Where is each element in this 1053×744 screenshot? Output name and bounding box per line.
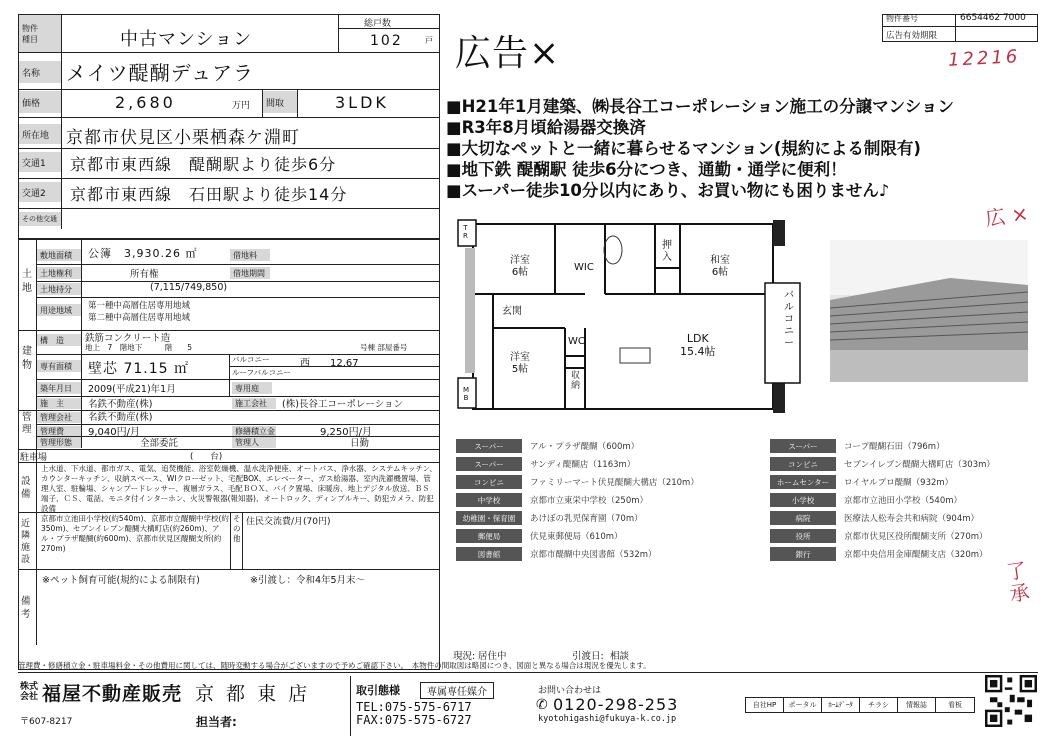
name-value: メイツ醍醐デュアラ [66, 61, 254, 85]
feature-5: ■スーパー徒歩10分以内にあり、お買い物にも困りません♪ [446, 181, 890, 200]
branch-name: 京 都 東 店 [195, 683, 311, 705]
seller-label: 施 主 [37, 398, 81, 409]
amenities-right [770, 437, 1040, 563]
structure-label: 構 造 [37, 334, 81, 346]
mgmt-form-value: 全部委託 [140, 438, 179, 449]
land-section-label: 土地 [22, 269, 32, 294]
room-wc: WC [568, 336, 585, 347]
amenity-row: スーパー サンディ醍醐店（1163m） [456, 455, 756, 473]
company-name: 福屋不動産販売 [42, 683, 183, 705]
address-label: 所在地 [19, 124, 61, 144]
media-tag: 情報誌 [898, 698, 936, 712]
seller-value: 名鉄不動産(株) [88, 399, 153, 410]
mgmt-company-label: 管理会社 [37, 412, 81, 423]
feature-3: ■大切なペットと一緒に暮らせるマンション(規約による制限有) [446, 139, 921, 158]
amenity-row: コンビニ ファミリーマート伏見醍醐大構店（210m） [456, 473, 756, 491]
tel: TEL:075-575-6717 [356, 700, 472, 714]
remarks-label: 備考 [21, 596, 31, 620]
zoning-label: 用途地域 [37, 304, 81, 316]
other-info-label: その他 [233, 514, 241, 543]
feature-2: ■R3年8月頃給湯器交換済 [446, 118, 646, 137]
zoning-value-2: 第二種中高層住居専用地域 [88, 313, 191, 323]
area-value: 壁芯 71.15 ㎡ [88, 361, 189, 377]
type-label: 物件 種目 [19, 15, 61, 52]
agent-value: 専属専任媒介 [420, 682, 494, 699]
roof-label: ルーフバルコニー [232, 368, 292, 377]
room-storage: 収 納 [571, 371, 581, 391]
features-list [446, 93, 1046, 198]
access2-label: 交通2 [19, 182, 61, 202]
address-value: 京都市伏見区小栗栖森ケ淵町 [66, 128, 300, 148]
repair-label: 修繕積立金 [232, 426, 276, 437]
price-label: 価格 [19, 91, 61, 113]
amenity-row: 図書館 京都市醍醐中央図書館（532m） [456, 545, 756, 563]
feature-4: ■地下鉄 醍醐駅 徒歩6分につき、通勤・通学に便利！ [446, 160, 847, 179]
parking-label: 駐車場 [20, 453, 48, 463]
rights-value: 所有権 [130, 269, 159, 280]
media-tag: 自社HP [746, 698, 784, 712]
media-tag: ﾎｰﾑﾃﾞｰﾀ [822, 698, 860, 712]
inquiry-label: お問い合わせは [538, 686, 602, 696]
room-balcony: バルコニー [784, 290, 794, 349]
price-unit: 万円 [232, 101, 251, 111]
room-entrance: 玄関 [502, 306, 522, 317]
amenity-row: 郵便局 伏見東郵便局（610m） [456, 527, 756, 545]
status-current-label: 現況: [453, 651, 476, 662]
handwritten-ad-mark: 広 × [983, 201, 1030, 231]
leased-rights-label: 借地期間 [230, 267, 270, 279]
handwritten-stamp: 了承 [1004, 557, 1032, 607]
amenity-row: 幼稚園・保育園 あけぼの乳児保育園（70m） [456, 509, 756, 527]
neighborhood-label: 近隣施設 [21, 519, 31, 565]
room-japanese: 和室 6帖 [710, 255, 730, 278]
access1-label: 交通1 [19, 152, 61, 172]
access2-value: 京都市東西線 石田駅より徒歩14分 [70, 185, 348, 204]
equipment-label: 設備 [21, 476, 31, 500]
email: kyotohigashi@fukuya-k.co.jp [538, 714, 677, 724]
company-kind: 株式 会社 [20, 682, 39, 702]
staff-label: 担当者: [196, 715, 237, 729]
amenity-row: ホームセンター ロイヤルプロ醍醐（932m） [770, 473, 1040, 491]
qr-code [985, 675, 1037, 727]
amenity-row: 銀行 京都中央信用金庫醍醐支店（320m） [770, 545, 1040, 563]
building-photo [830, 240, 1028, 382]
remarks-pet: ※ペット飼育可能(規約による制限有) [42, 575, 200, 586]
site-area-value: 公簿 3,930.26 ㎡ [88, 247, 198, 260]
units-suffix: 戸 [425, 36, 433, 45]
neighborhood-text: 京都市立池田小学校(約540m)、京都市立醍醐中学校(約350m)、セブンイレブン醍醐大構町店(約260m)、アル・プラザ醍醐(約600m)、京都市伏見区醍醐支所(約270m) [41, 514, 229, 553]
garden-label: 専用庭 [232, 382, 272, 394]
price-value: 2,680 [115, 93, 176, 112]
property-no-label: 物件番号 [886, 14, 918, 23]
share-label: 土地持分 [37, 283, 81, 295]
floor-no-label: 号棟 部屋番号 [360, 343, 408, 352]
zoning-value-1: 第一種中高層住居専用地域 [88, 301, 191, 311]
handwritten-code: 12216 [947, 46, 1021, 71]
area-label: 専有面積 [37, 360, 81, 372]
units-value: 102 [370, 33, 403, 49]
contractor-label: 施工会社 [232, 398, 276, 409]
manager-label: 管理人 [232, 437, 276, 448]
site-area-label: 敷地面積 [37, 249, 81, 261]
access1-value: 京都市東西線 醍醐駅より徒歩6分 [70, 155, 337, 174]
phone-icon: ✆ [536, 697, 548, 713]
media-tag: チラシ [860, 698, 898, 712]
remarks-handover: ※引渡し：令和4年5月末〜 [250, 575, 366, 586]
amenity-row: スーパー コープ醍醐石田（796m） [770, 437, 1040, 455]
room-wic: WIC [574, 262, 594, 273]
amenity-row: 小学校 京都市立池田小学校（540m） [770, 491, 1040, 509]
contractor-value: (株)長谷工コーポレーション [282, 399, 404, 410]
equipment-text: 上水道、下水道、都市ガス、電気、追焚機能、浴室乾燥機、温水洗浄便座、オートバス、浄水器、システムキッチン、カウンターキッチン、収納スペース、WIクローゼット、宅配BOX、エレベーター、ガス給湯器、室内洗濯機置場、管理人室、駐輪場、シャンプードレッサー、複層ガラス、毛配ＢＯＸ、バイク置場、床暖房、地上デジタル放送、ＢＳ端子、ＣＳ、電話、モニタ付インターホン、火災警報器(報知器)、オートロック、ディンプルキー、防犯カメラ、防犯設備 [41, 464, 437, 513]
repair-value: 9,250円/月 [320, 427, 372, 438]
layout-label: 間取 [263, 91, 297, 113]
status-handover-value: 相談 [610, 651, 630, 662]
units-label: 総戸数 [364, 19, 392, 29]
built-label: 築年月日 [37, 382, 81, 394]
mgmt-fee-label: 管理費 [37, 426, 81, 437]
media-tag: 看板 [948, 701, 962, 709]
layout-value: 3LDK [335, 93, 389, 112]
rights-label: 土地権利 [37, 267, 81, 279]
balcony-label: バルコニー [232, 355, 270, 364]
parking-value: ( 台) [190, 452, 223, 462]
property-no-value: 6654462 7000 [960, 13, 1026, 23]
balcony-value: 西 12.67 [300, 358, 359, 369]
amenities-left [456, 437, 756, 563]
disclaimer: 管理費・修繕積立金・駐車場料金・その他費用に関しては、随時変動する場合がございますので予めご確認下さい。 本物件の間取図は略図につき、図面と異なる場合は現況を優先します。 [18, 661, 651, 670]
media-tag: ポータル [784, 698, 822, 712]
postal-code: 〒607-8217 [20, 717, 73, 727]
room-ldk: LDK 15.4帖 [680, 332, 716, 358]
amenity-row: コンビニ セブンイレブン醍醐大構町店（303m） [770, 455, 1040, 473]
structure-value: 鉄筋コンクリート造 [85, 333, 171, 344]
other-info-text: 住民交流費/月(70円) [246, 517, 331, 527]
floors-value: 地上 7 階地下 階 5 [85, 343, 193, 352]
amenity-row: 病院 医療法人松寿会共和病院（904m） [770, 509, 1040, 527]
type-value: 中古マンション [120, 29, 253, 50]
fax: FAX:075-575-6727 [356, 713, 472, 727]
mgmt-form-label: 管理形態 [37, 437, 81, 448]
amenity-row: スーパー アル・プラザ醍醐（600m） [456, 437, 756, 455]
mgmt-fee-value: 9,040円/月 [88, 427, 140, 438]
room-mb: M B [463, 386, 470, 402]
name-label: 名称 [19, 61, 61, 83]
room-western-1: 洋室 6帖 [510, 255, 530, 278]
amenity-row: 役所 京都市伏見区役所醍醐支所（270m） [770, 527, 1040, 545]
floor-plan [455, 218, 810, 423]
status-handover-label: 引渡日: [572, 651, 604, 662]
agent-label: 取引態様 [356, 684, 400, 697]
ad-validity-label: 広告有効期限 [886, 31, 938, 41]
freedial: 0120-298-253 [553, 695, 679, 714]
media-tags [745, 697, 975, 713]
ad-title: 広告× [455, 33, 561, 74]
room-tr: T R [463, 224, 468, 240]
room-closet: 押 入 [662, 240, 672, 263]
share-value: (7,115/749,850) [150, 282, 228, 293]
management-section-label: 管理 [22, 412, 32, 435]
room-western-2: 洋室 5帖 [510, 352, 530, 375]
status-current-value: 居住中 [478, 651, 507, 662]
other-access-label: その他交通 [19, 212, 61, 226]
leased-land-label: 借地料 [230, 249, 270, 261]
amenity-row: 中学校 京都市立東栄中学校（250m） [456, 491, 756, 509]
mgmt-company-value: 名鉄不動産(株) [88, 412, 153, 423]
building-section-label: 建物 [22, 346, 32, 371]
built-value: 2009(平成21)年1月 [88, 384, 176, 395]
manager-value: 日勤 [350, 438, 370, 449]
feature-1: ■H21年1月建築、㈱長谷工コーポレーション施工の分譲マンション [446, 97, 954, 116]
